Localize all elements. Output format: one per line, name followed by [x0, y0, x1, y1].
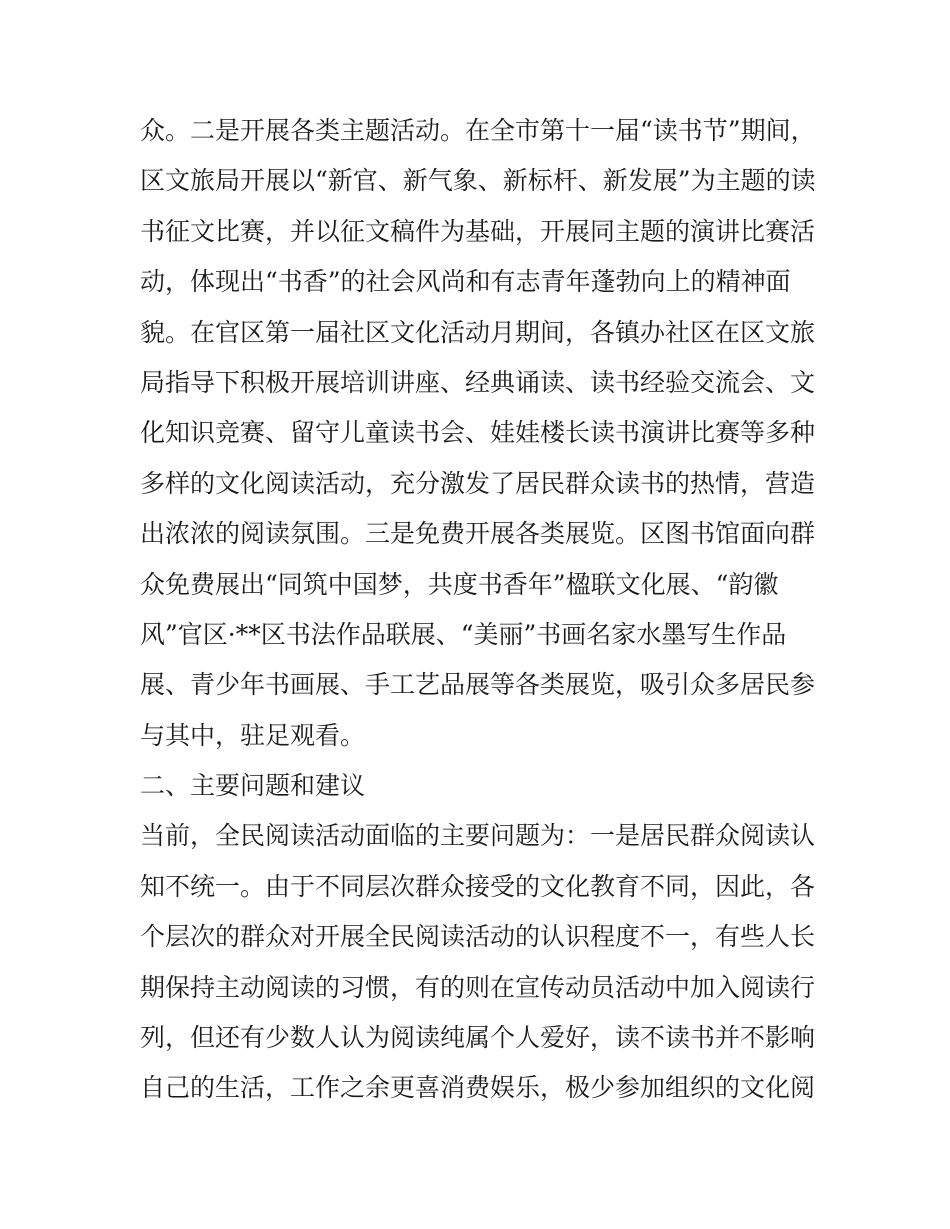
text-line: 多样的文化阅读活动，充分激发了居民群众读书的热情，营造 [140, 468, 816, 498]
text-line: 局指导下积极开展培训讲座、经典诵读、读书经验交流会、文 [140, 367, 816, 397]
text-line: 貌。在官区第一届社区文化活动月期间，各镇办社区在区文旅 [140, 317, 816, 347]
text-line: 化知识竞赛、留守儿童读书会、娃娃楼长读书演讲比赛等多种 [140, 418, 816, 448]
text-line: 期保持主动阅读的习惯，有的则在宣传动员活动中加入阅读行 [140, 972, 816, 1002]
text-line: 自己的生活，工作之余更喜消费娱乐，极少参加组织的文化阅 [140, 1073, 816, 1103]
section-heading: 二、主要问题和建议 [140, 771, 366, 801]
text-line: 区文旅局开展以“新官、新气象、新标杆、新发展”为主题的读 [140, 166, 816, 196]
body-text [140, 106, 820, 1114]
text-line: 众免费展出“同筑中国梦，共度书香年”楹联文化展、“韵徽 [140, 569, 779, 599]
text-line: 列，但还有少数人认为阅读纯属个人爱好，读不读书并不影响 [140, 1023, 816, 1053]
text-line: 出浓浓的阅读氛围。三是免费开展各类展览。区图书馆面向群 [140, 519, 816, 549]
text-line: 书征文比赛，并以征文稿件为基础，开展同主题的演讲比赛活 [140, 216, 816, 246]
text-line: 与其中，驻足观看。 [140, 720, 366, 750]
text-line: 展、青少年书画展、手工艺品展等各类展览，吸引众多居民参 [140, 670, 816, 700]
text-line: 动，体现出“书香”的社会风尚和有志青年蓬勃向上的精神面 [140, 267, 791, 297]
text-line: 风”官区·**区书法作品联展、“美丽”书画名家水墨写生作品 [140, 619, 787, 649]
text-line: 知不统一。由于不同层次群众接受的文化教育不同，因此，各 [140, 871, 816, 901]
text-line: 众。二是开展各类主题活动。在全市第十一届“读书节”期间， [140, 116, 816, 145]
text-line: 当前，全民阅读活动面临的主要问题为：一是居民群众阅读认 [140, 821, 816, 851]
text-line: 个层次的群众对开展全民阅读活动的认识程度不一，有些人长 [140, 922, 816, 952]
